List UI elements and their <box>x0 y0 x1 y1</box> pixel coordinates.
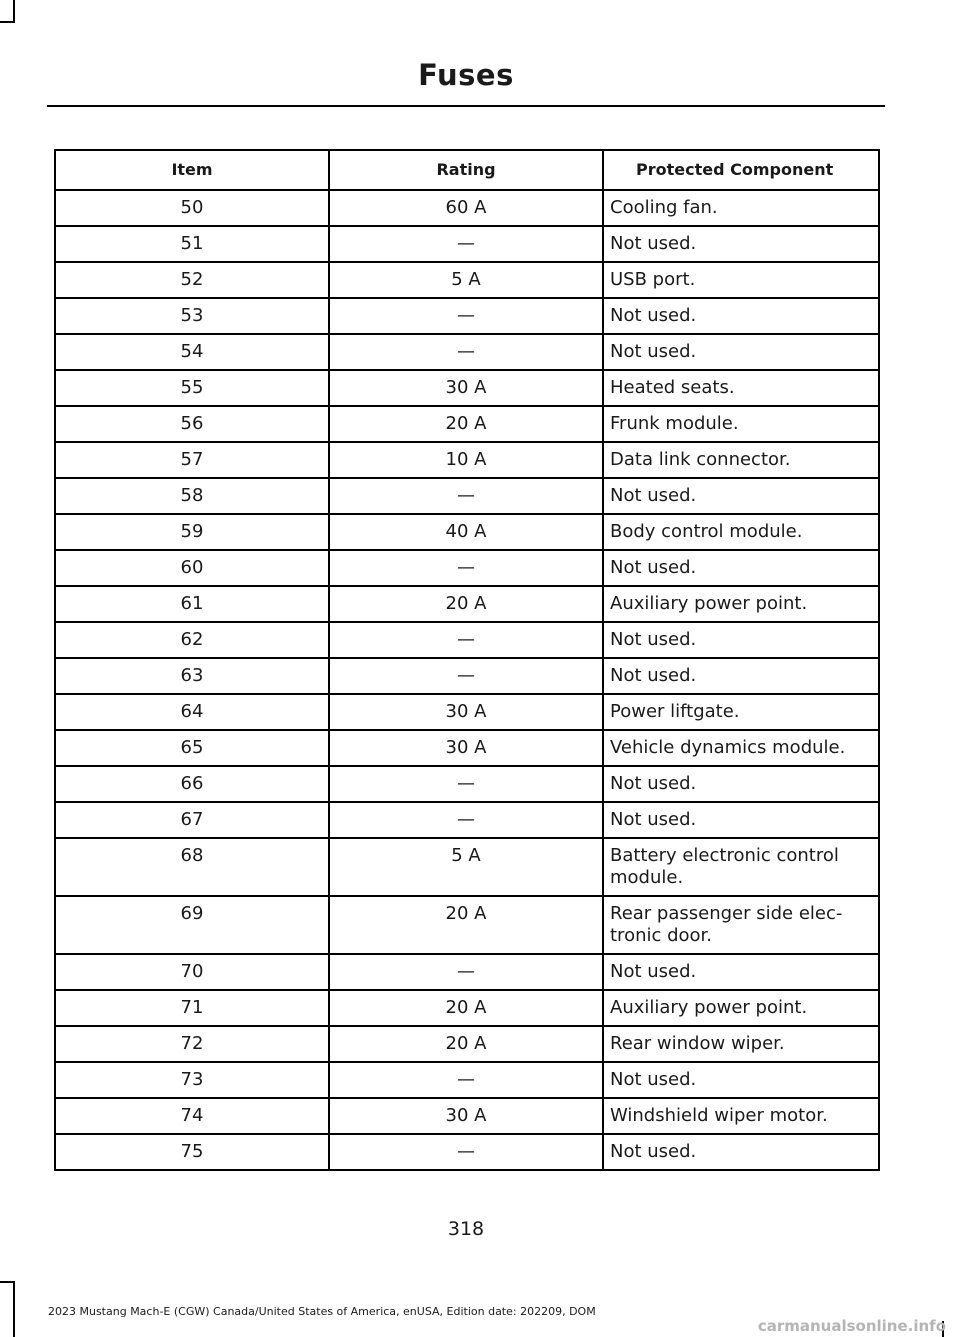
cell-rating: 30 A <box>329 370 603 406</box>
fuse-table-body <box>55 190 879 1170</box>
table-row <box>55 990 879 1026</box>
table-row <box>55 1062 879 1098</box>
cell-item: 60 <box>55 550 329 586</box>
cell-rating: 5 A <box>329 262 603 298</box>
crop-mark-bottom-left <box>13 1281 15 1337</box>
table-header-row <box>55 150 879 190</box>
cell-item: 52 <box>55 262 329 298</box>
cell-rating: 20 A <box>329 896 603 954</box>
page-title: Fuses <box>418 58 514 92</box>
cell-rating: — <box>329 658 603 694</box>
cell-item: 70 <box>55 954 329 990</box>
cell-rating: — <box>329 1134 603 1170</box>
cell-protected-component: Rear passenger side elec-tronic door. <box>603 896 879 954</box>
cell-item: 58 <box>55 478 329 514</box>
cell-protected-component: Not used. <box>603 802 879 838</box>
cell-rating: — <box>329 1062 603 1098</box>
table-row <box>55 514 879 550</box>
page-footer: 2023 Mustang Mach-E (CGW) Canada/United States of America, enUSA, Edition date: 202209, DOM <box>48 1305 596 1318</box>
cell-rating: 10 A <box>329 442 603 478</box>
cell-rating: — <box>329 766 603 802</box>
cell-protected-component: Not used. <box>603 550 879 586</box>
cell-protected-component: Battery electronic control module. <box>603 838 879 896</box>
table-row <box>55 954 879 990</box>
cell-protected-component: Cooling fan. <box>603 190 879 226</box>
cell-protected-component: Not used. <box>603 226 879 262</box>
header-rule <box>47 105 885 107</box>
cell-item: 61 <box>55 586 329 622</box>
cell-item: 65 <box>55 730 329 766</box>
cell-item: 68 <box>55 838 329 896</box>
cell-item: 72 <box>55 1026 329 1062</box>
crop-mark-bottom-left-h <box>0 1281 15 1283</box>
cell-rating: — <box>329 226 603 262</box>
cell-protected-component: Data link connector. <box>603 442 879 478</box>
fuse-table <box>54 149 880 1171</box>
table-row <box>55 694 879 730</box>
cell-protected-component: Auxiliary power point. <box>603 990 879 1026</box>
table-row <box>55 1134 879 1170</box>
cell-rating: — <box>329 622 603 658</box>
cell-item: 56 <box>55 406 329 442</box>
table-row <box>55 1098 879 1134</box>
cell-item: 59 <box>55 514 329 550</box>
cell-item: 71 <box>55 990 329 1026</box>
table-row <box>55 730 879 766</box>
cell-protected-component: Heated seats. <box>603 370 879 406</box>
cell-protected-component: Body control module. <box>603 514 879 550</box>
cell-protected-component: Not used. <box>603 954 879 990</box>
cell-protected-component: USB port. <box>603 262 879 298</box>
cell-protected-component: Frunk module. <box>603 406 879 442</box>
cell-protected-component: Not used. <box>603 478 879 514</box>
cell-item: 75 <box>55 1134 329 1170</box>
cell-rating: — <box>329 334 603 370</box>
cell-item: 53 <box>55 298 329 334</box>
table-row <box>55 190 879 226</box>
table-row <box>55 1026 879 1062</box>
cell-item: 57 <box>55 442 329 478</box>
cell-rating: 20 A <box>329 990 603 1026</box>
cell-protected-component: Auxiliary power point. <box>603 586 879 622</box>
cell-item: 69 <box>55 896 329 954</box>
header-rating: Rating <box>329 150 603 190</box>
cell-item: 55 <box>55 370 329 406</box>
cell-rating: — <box>329 802 603 838</box>
table-row <box>55 802 879 838</box>
table-row <box>55 226 879 262</box>
cell-rating: 20 A <box>329 406 603 442</box>
cell-rating: — <box>329 550 603 586</box>
page-number: 318 <box>447 1218 485 1240</box>
cell-item: 50 <box>55 190 329 226</box>
table-row <box>55 838 879 896</box>
cell-rating: 5 A <box>329 838 603 896</box>
cell-rating: 20 A <box>329 1026 603 1062</box>
cell-rating: — <box>329 478 603 514</box>
cell-protected-component: Not used. <box>603 1134 879 1170</box>
cell-protected-component: Power liftgate. <box>603 694 879 730</box>
cell-protected-component: Not used. <box>603 334 879 370</box>
cell-rating: — <box>329 298 603 334</box>
cell-item: 62 <box>55 622 329 658</box>
table-row <box>55 586 879 622</box>
cell-protected-component: Not used. <box>603 766 879 802</box>
cell-rating: 60 A <box>329 190 603 226</box>
cell-rating: 40 A <box>329 514 603 550</box>
header-item: Item <box>55 150 329 190</box>
table-row <box>55 298 879 334</box>
table-row <box>55 622 879 658</box>
table-row <box>55 370 879 406</box>
cell-item: 64 <box>55 694 329 730</box>
cell-protected-component: Not used. <box>603 1062 879 1098</box>
cell-protected-component: Windshield wiper motor. <box>603 1098 879 1134</box>
table-row <box>55 766 879 802</box>
cell-item: 74 <box>55 1098 329 1134</box>
table-row <box>55 262 879 298</box>
cell-rating: 30 A <box>329 730 603 766</box>
cell-protected-component: Not used. <box>603 622 879 658</box>
cell-item: 51 <box>55 226 329 262</box>
header-protected-component: Protected Component <box>603 150 879 190</box>
cell-rating: 30 A <box>329 1098 603 1134</box>
cell-protected-component: Rear window wiper. <box>603 1026 879 1062</box>
cell-item: 54 <box>55 334 329 370</box>
crop-mark-top-left-h <box>0 21 15 23</box>
table-row <box>55 550 879 586</box>
table-row <box>55 658 879 694</box>
cell-item: 63 <box>55 658 329 694</box>
cell-protected-component: Not used. <box>603 658 879 694</box>
cell-item: 73 <box>55 1062 329 1098</box>
watermark: carmanualsonline.info <box>757 1317 946 1335</box>
cell-rating: 30 A <box>329 694 603 730</box>
cell-protected-component: Vehicle dynamics module. <box>603 730 879 766</box>
table-row <box>55 896 879 954</box>
table-row <box>55 406 879 442</box>
cell-item: 66 <box>55 766 329 802</box>
cell-rating: 20 A <box>329 586 603 622</box>
cell-rating: — <box>329 954 603 990</box>
table-row <box>55 478 879 514</box>
table-row <box>55 442 879 478</box>
cell-item: 67 <box>55 802 329 838</box>
table-row <box>55 334 879 370</box>
cell-protected-component: Not used. <box>603 298 879 334</box>
crop-mark-top-left <box>13 0 15 22</box>
